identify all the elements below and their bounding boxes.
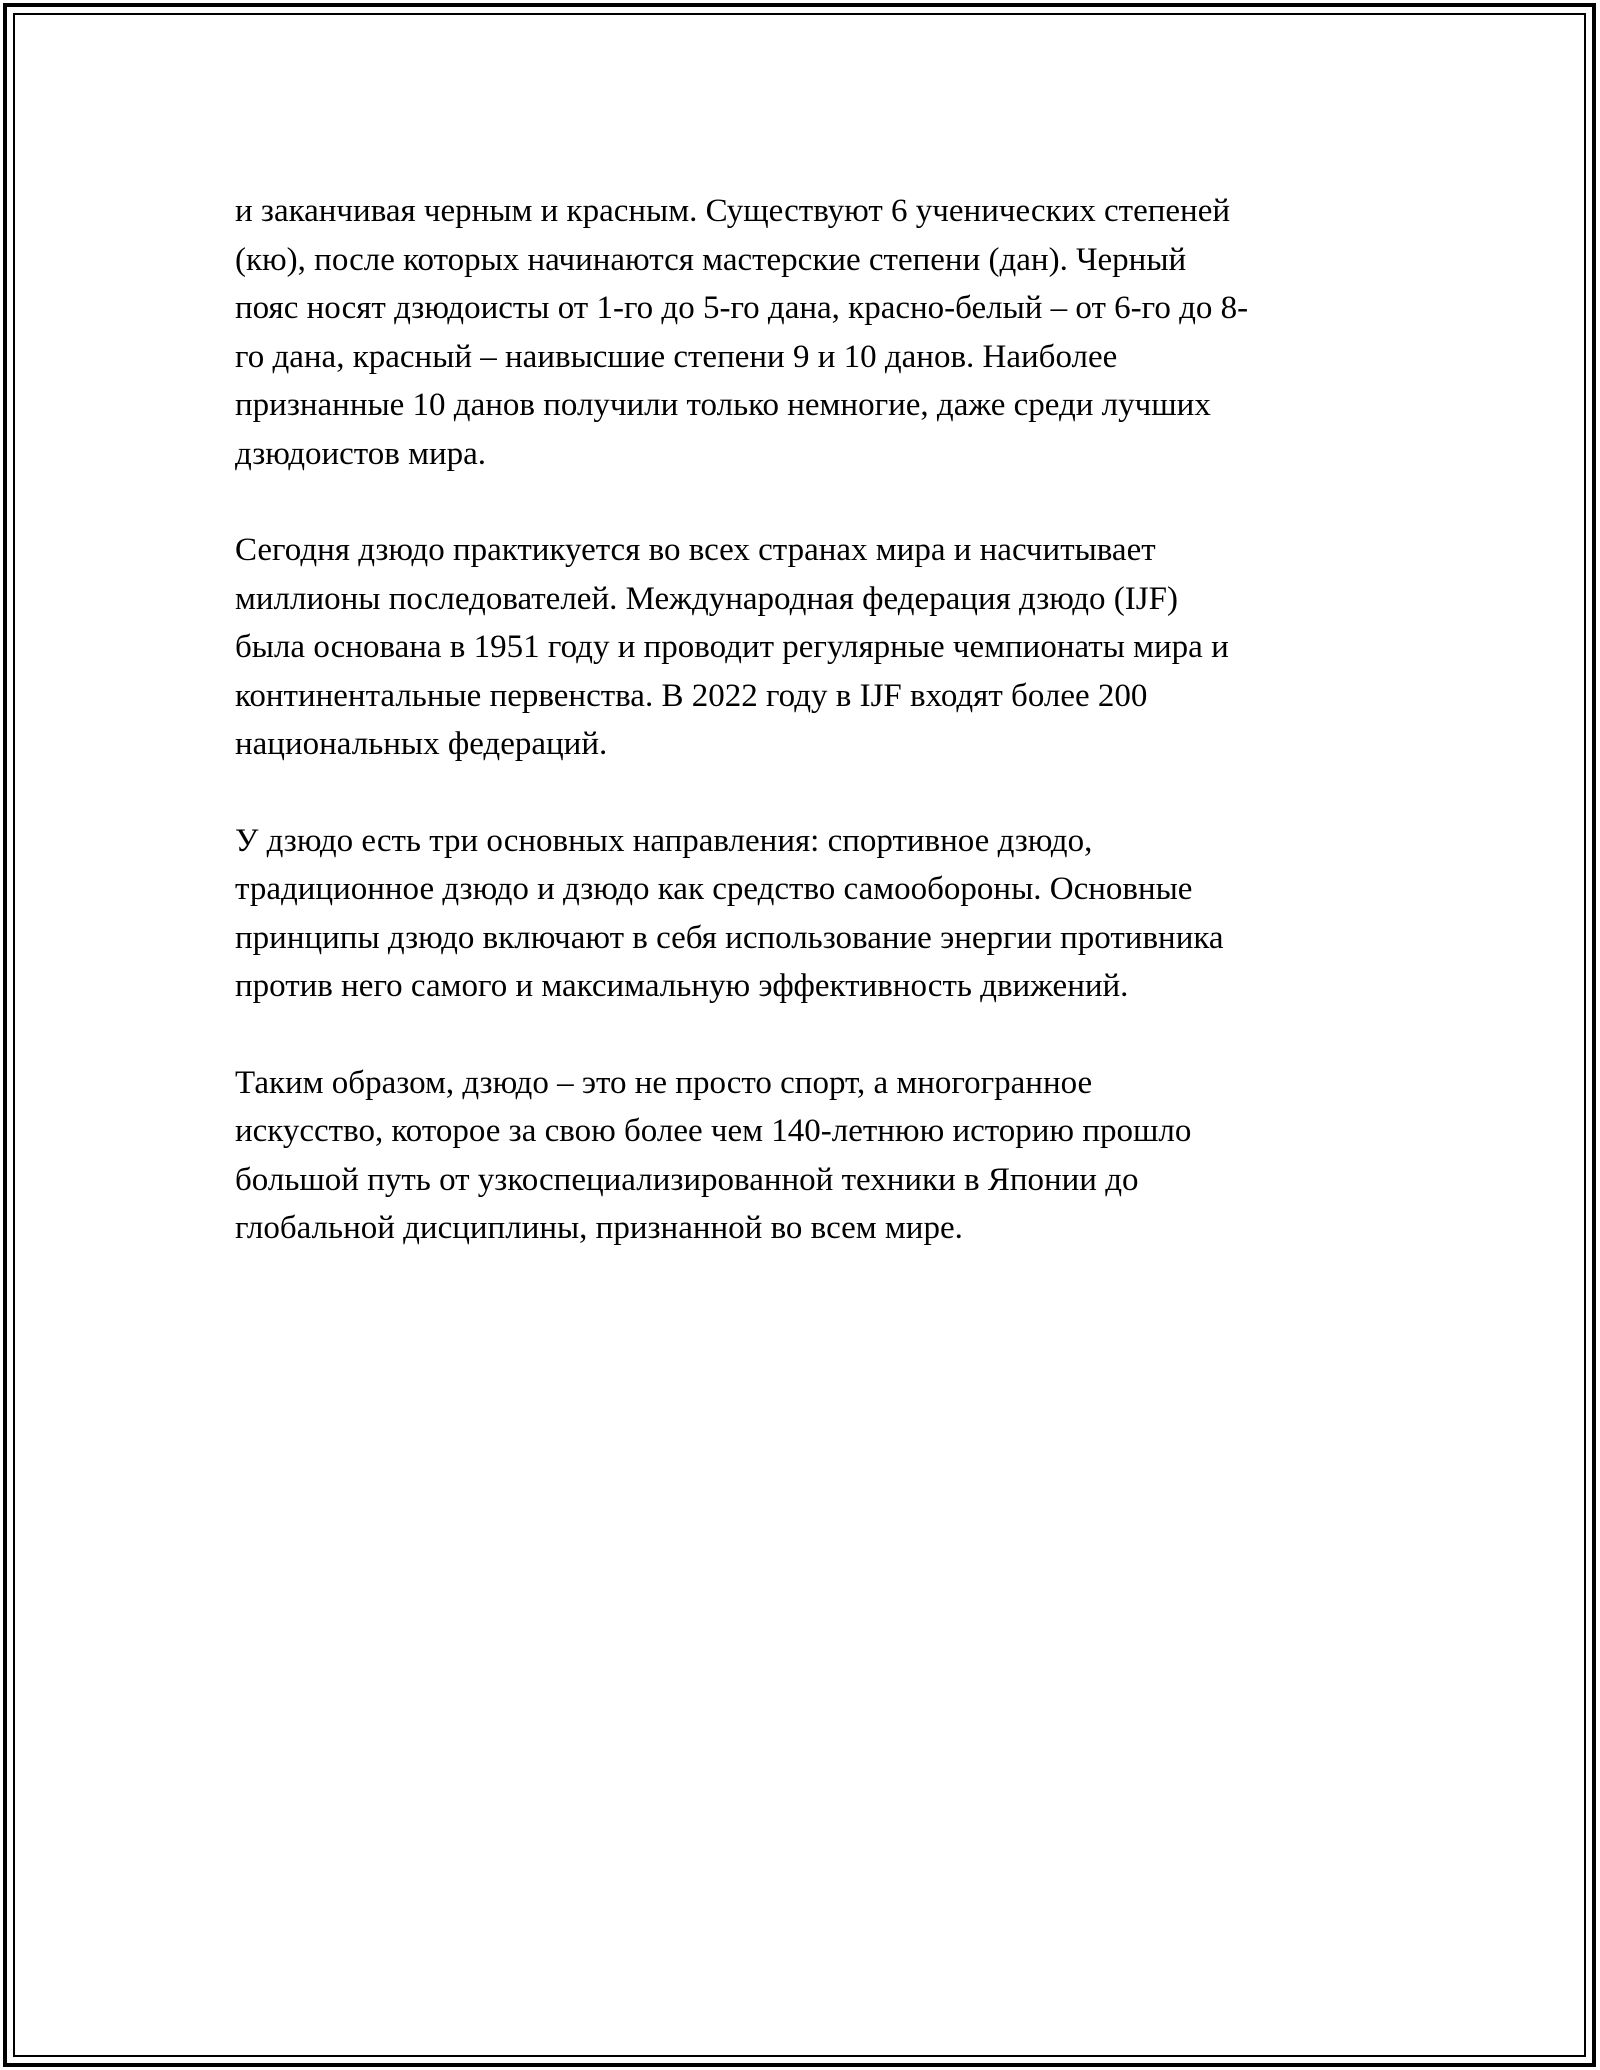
text-line: го дана, красный – наивысшие степени 9 и 10 данов. Наиболее [235,338,1118,375]
text-line: национальных федераций. [235,726,608,762]
text-line: континентальные первенства. В 2022 году в IJF входят более 200 [235,677,1148,714]
text-line: принципы дзюдо включают в себя использование энергии противника [235,919,1224,956]
text-line: против него самого и максимальную эффективность движений. [235,968,1129,1004]
text-line: глобальной дисциплины, признанной во всем мире. [235,1210,963,1246]
text-line: (кю), после которых начинаются мастерские степени (дан). Черный [235,241,1187,278]
text-line: была основана в 1951 году и проводит регулярные чемпионаты мира и [235,629,1229,665]
text-line: Сегодня дзюдо практикуется во всех странах мира и насчитывает [235,532,1156,568]
text-line: миллионы последователей. Международная федерация дзюдо (IJF) [235,580,1178,617]
document-body [235,187,1395,1301]
text-line: традиционное дзюдо и дзюдо как средство самообороны. Основные [235,871,1193,907]
paragraph-ijf [235,526,1395,769]
paragraph-belt-ranks [235,187,1395,478]
text-line: Таким образом, дзюдо – это не просто спорт, а многогранное [235,1064,1093,1101]
paragraph-directions [235,817,1395,1011]
text-line: пояс носят дзюдоисты от 1-го до 5-го дана, красно-белый – от 6-го до 8- [235,290,1249,326]
text-line: дзюдоистов мира. [235,435,487,472]
text-line: признанные 10 данов получили только немногие, даже среди лучших [235,387,1211,423]
paragraph-conclusion [235,1059,1395,1253]
text-line: большой путь от узкоспециализированной техники в Японии до [235,1161,1139,1198]
text-line: У дзюдо есть три основных направления: спортивное дзюдо, [235,822,1093,859]
text-line: искусство, которое за свою более чем 140-летнюю историю прошло [235,1113,1192,1149]
text-line: и заканчивая черным и красным. Существуют 6 ученических степеней [235,193,1231,229]
